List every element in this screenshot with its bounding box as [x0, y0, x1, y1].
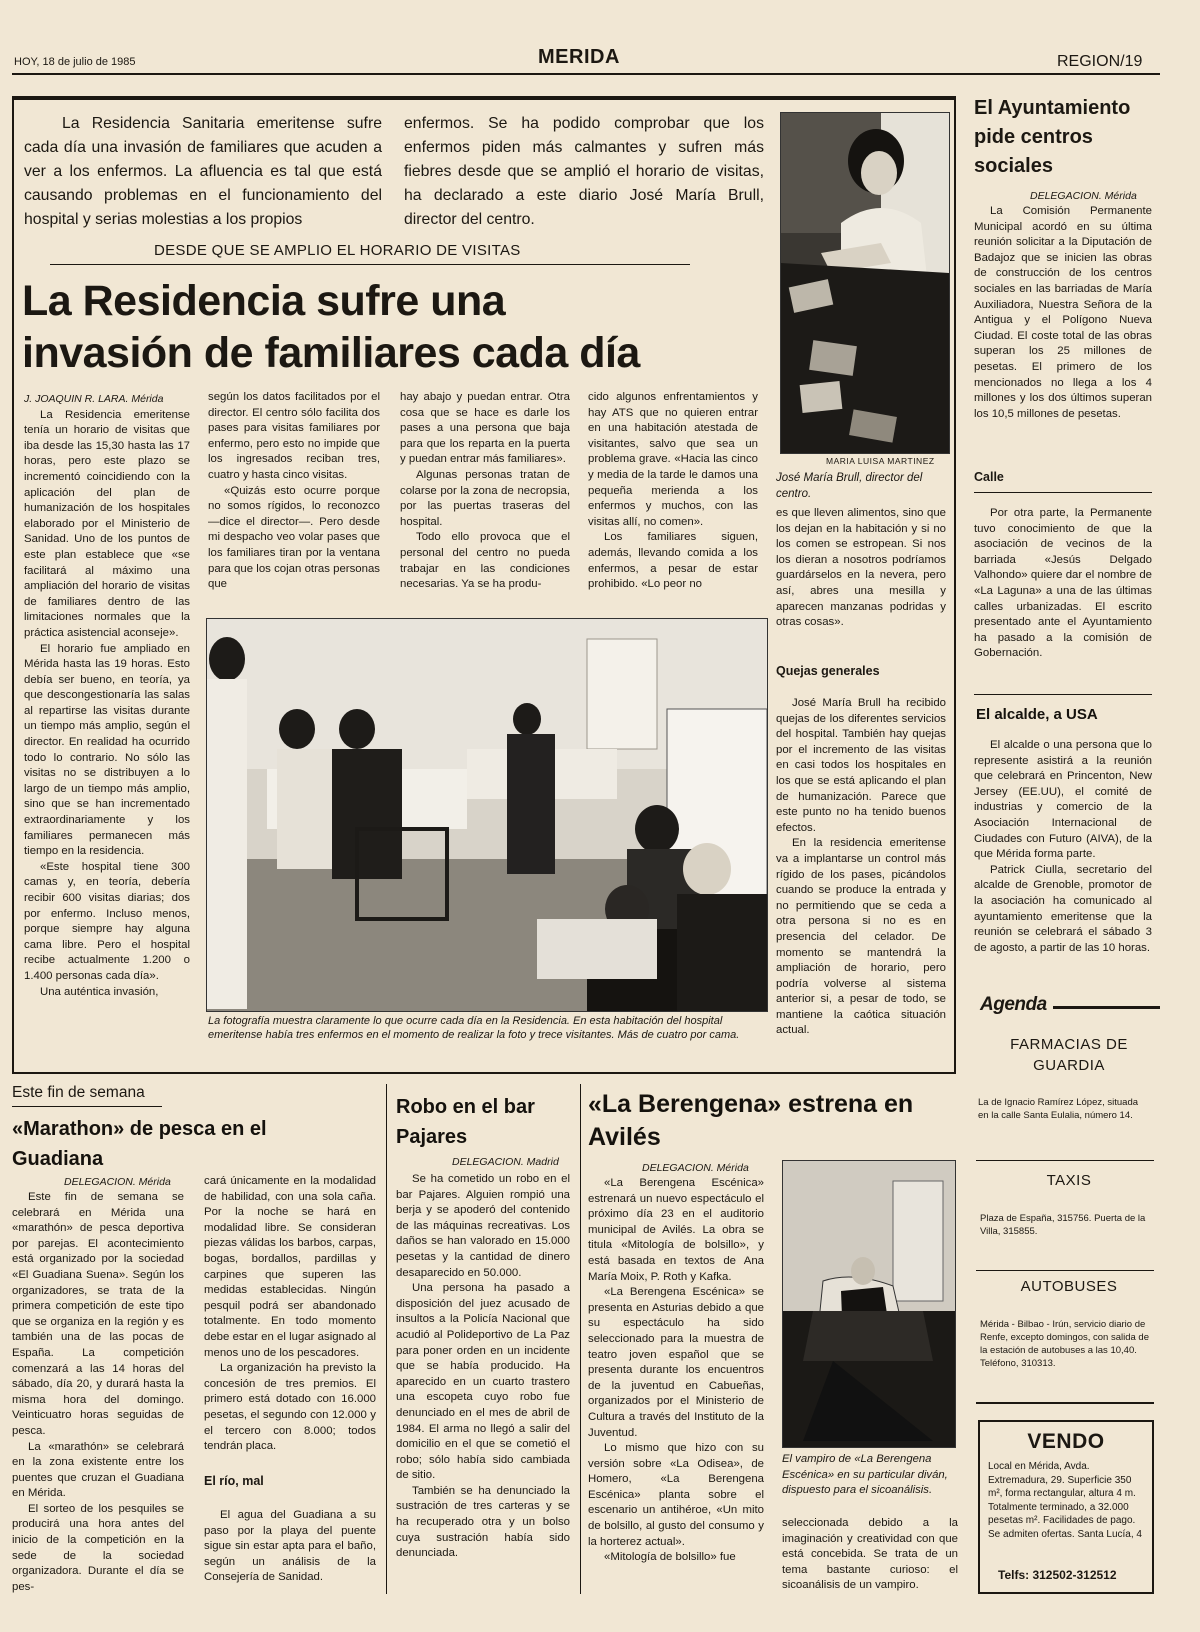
divider [974, 694, 1152, 695]
sidebar-p3 [974, 738, 1152, 956]
vampire-photo-caption: El vampiro de «La Berengena Escénica» en su particular diván, dispuesto para el sicoanálisis. [782, 1453, 948, 1496]
main-col-2 [208, 390, 380, 593]
main-col-5 [776, 506, 946, 631]
header-rule [12, 73, 1160, 75]
pesca-title: «Marathon» de pesca en el Guadiana [12, 1118, 267, 1170]
paragraph: Algunas personas tratan de colarse por la zona de necropsia, por las puertas traseras del hospital. [400, 468, 570, 528]
vampire-photo [782, 1160, 956, 1448]
issue-date: HOY, 18 de julio de 1985 [14, 56, 136, 68]
paragraph: Lo mismo que hizo con su versión sobre «La Odisea», de Homero, «La Berengena Escénica» planta sobre el escenario un antihéroe, «Un mito de bolsillo, al gusto del consumo y la horterez actual». [588, 1442, 764, 1548]
autobuses-title: AUTOBUSES [1020, 1278, 1118, 1295]
director-photo-illustration [781, 113, 949, 453]
director-photo-caption: José María Brull, director del centro. [776, 472, 923, 500]
paragraph: Se ha cometido un robo en el bar Pajares. Alguien rompió una berja y se apoderó del contenido de las máquinas recreativas. Los daños se han valorado en 15.000 pesetas y la cantidad de dinero desaparecido en 50.000. [396, 1173, 570, 1279]
paragraph: seleccionada debido a la imaginación y creatividad con que está concebida. Se trata de un tema bastante curioso: el sicoanálisis de un vampiro. [782, 1517, 958, 1592]
vendo-text: Local en Mérida, Avda. Extremadura, 29. Superficie 350 m², forma rectangular, altura 4 m. Totalmente terminado, a 32.000 pesetas m². Facilidades de pago. Se admiten ofertas. Santa Lucía, 4 [988, 1461, 1142, 1540]
agenda-label: Agenda [974, 994, 1053, 1016]
paragraph: El sorteo de los pesquiles se producirá una hora antes del inicio de la competición en la sede de la sociedad organizadora. Durante el día se pes- [12, 1502, 184, 1593]
sidebar-p1 [974, 204, 1152, 422]
paragraph: La organización ha previsto la concesión de tres premios. El primero está dotado con 16.000 pesetas, el segundo con 12.000 y el tercero con 8.000; todos tendrán placa. [204, 1362, 376, 1453]
divider [976, 1270, 1154, 1271]
paragraph: Una persona ha pasado a disposición del juez acusado de insultos a la Policía Nacional que acudió al Polideportivo de La Paz para poner orden en un incidente que se había producido. Ha aparecido en un cuarto trastero una escopeta cuyo robo fue denunciado en el mes de abril de 1984. El arma no llegó a salir del domicilio en el que se cometió el robo; sólo había sido cambiada de sitio. [396, 1282, 570, 1482]
paragraph: «Este hospital tiene 300 camas y, en teoría, debería recibir 600 visitas diarias; dos por enfermo. Incluso menos, porque siempre hay alguna cama libre. Pero el hospital recibe actualmente 1.200 o 1.400 personas cada día». [24, 860, 190, 982]
paragraph: hay abajo y puedan entrar. Otra cosa que se hace es darle los pases a una persona que baja para que los reparta en la puerta y puedan entrar más familiares». [400, 391, 570, 466]
photo-credit: MARIA LUISA MARTINEZ [826, 456, 935, 466]
page-number: REGION/19 [1057, 53, 1143, 70]
kicker-rule [12, 1106, 162, 1107]
paragraph: cará únicamente en la modalidad de habilidad, con una sola caña. Por la noche se hará en modalidad libre. Se consideran piezas válidas los barbos, carpas, bogas, bordallos, pardillas y carpines que superen las medidas establecidas. Ningún pesquil podrá ser abandonado totalmente. En todo momento debe estar en el lugar asignado al menos uno de los pescadores. [204, 1175, 376, 1359]
robo-col [396, 1172, 570, 1562]
paragraph: Por otra parte, la Permanente tuvo conocimiento de que la asociación de vecinos de la barriada «Jesús Delgado Valhondo» quiere dar el nombre de «La Laguna» a una de las últimas calles urbanizadas. El escrito presentado ante el Ayuntamiento ha pasado a la comisión de Gobernación. [974, 507, 1152, 660]
berengena-title: «La Berengena» estrena en Avilés [588, 1090, 914, 1151]
main-col-4 [588, 390, 758, 593]
paragraph: José María Brull ha recibido quejas de los diferentes servicios del hospital. También hay quejas por el incremento de las visitas en casi todos los hospitales en los que se está aplicando el plan de humanización. Parece que este punto no ha tenido buenos efectos. [776, 697, 946, 834]
paragraph: Todo ello provoca que el personal del centro no pueda trabajar en las condiciones necesarias. Ya se ha produ- [400, 531, 570, 591]
sidebar-byline: DELEGACION. Mérida [1030, 190, 1137, 202]
paragraph: «Quizás esto ocurre porque no somos rígidos, lo reconozco —dice el director—. Pero desde mi despacho veo volar pases que los familiares tiran por la ventana para que los cojan otras personas que [208, 484, 380, 591]
paragraph: «La Berengena Escénica» estrenará un nuevo espectáculo el próximo día 23 en el auditorio municipal de Avilés. La obra se titula «Mitología de bolsillo», y está basada en textos de Ana María Moix, P. Roth y Kafka. [588, 1177, 764, 1283]
paragraph: También se ha denunciado la sustración de tres carteras y se ha recuperado otra y un bolso cuya sustración había sido denunciada. [396, 1484, 570, 1560]
paragraph: La Comisión Permanente Municipal acordó en su última reunión solicitar a la Diputación de Badajoz que se inicien las obras de construcción de los centros sociales en las barriadas de María Auxiliadora, Nuestra Señora de la Antigua y el Polígono Nueva Ciudad. El coste total de las obras superan los 25 millones de pesetas. El primero de los mencionados no llega a los 4 millones y los dos últimos superan los 10,5 millones de pesetas. [974, 205, 1152, 420]
paragraph: Este fin de semana se celebrará en Mérida una «marathón» de pesca deportiva por parejas. El acontecimiento está organizado por la sociedad «El Guadiana Suena». Según los organizadores, se trata de la primera competición de este tipo que se organiza en la región y es también una de las pocas de España. La competición comenzará a las 14 horas del sábado, día 20, y durará hasta la misma hora del domingo. Veinticuatro horas seguidas de pesca. [12, 1191, 184, 1437]
paragraph: En la residencia emeritense va a implantarse un control más rígido de los pases, picándolos cuando se produce la entrada y no permitiendo que se ceda a otra persona si no es en presencia del celador. De momento se mantendrá la ampliación de horario, pero podría volverse al sistema anterior si, a pesar de todo, se mantiene la caótica situación actual. [776, 837, 946, 1037]
sidebar-title-2: El alcalde, a USA [976, 706, 1098, 723]
paragraph: Los familiares siguen, además, llevando comida a los enfermos, a pesar de estar prohibido. «Lo peor no [588, 531, 758, 591]
kicker: DESDE QUE SE AMPLIO EL HORARIO DE VISITAS [154, 242, 521, 259]
sidebar-title: El Ayuntamiento pide centros sociales [974, 97, 1131, 177]
paragraph: cido algunos enfrentamientos y hay ATS que no quieren entrar en una habitación atestada de visitantes, salvo que sea un problema grave. «Hacia las cinco y media de la tarde le damos una pequeña merienda a los enfermos y muchos, con las visitas allí, no comen». [588, 391, 758, 528]
divider [974, 492, 1152, 493]
kicker-rule [50, 264, 690, 265]
headline-line-2: invasión de familiares cada día [22, 329, 640, 377]
paragraph: Una auténtica invasión, [40, 985, 159, 998]
taxis-text: Plaza de España, 315756. Puerta de la Villa, 315855. [980, 1213, 1146, 1237]
intro-left: La Residencia Sanitaria emeritense sufre cada día una invasión de familiares que acuden a ver a los enfermos. La afluencia es tal que está causando problemas en el funcionamiento del hospital y serias molestias a los propios [24, 115, 382, 228]
vendo-title: VENDO [1027, 1430, 1105, 1453]
paragraph: El agua del Guadiana a su paso por la playa del puente sigue sin estar apta para el baño, según un análisis de la Consejería de Sanidad. [204, 1509, 376, 1584]
farmacias-text: La de Ignacio Ramírez López, situada en la calle Santa Eulalia, número 14. [978, 1097, 1139, 1121]
paragraph: «Mitología de bolsillo» fue [604, 1551, 736, 1564]
ward-photo-illustration [207, 619, 767, 1011]
ward-photo-caption: La fotografía muestra claramente lo que ocurre cada día en la Residencia. En esta habitación del hospital emeritense había tres enfermos en el momento de realizar la foto y trece visitantes. Más de cuatro por cama. [208, 1015, 740, 1041]
robo-title: Robo en el bar Pajares [396, 1096, 535, 1148]
pesca-kicker: Este fin de semana [12, 1084, 145, 1101]
berengena-col-2 [782, 1516, 958, 1594]
farmacias-title: FARMACIAS DE GUARDIA [1010, 1036, 1128, 1074]
ward-photo [206, 618, 768, 1012]
director-photo [780, 112, 950, 454]
sidebar-subhead-calle: Calle [974, 470, 1004, 484]
sidebar-p2 [974, 506, 1152, 662]
pesca-col-2 [204, 1174, 376, 1455]
divider [976, 1402, 1154, 1404]
intro-right: enfermos. Se ha podido comprobar que los enfermos piden más calmantes y sufren más fiebres desde que se amplió el horario de visitas, ha declarado a este diario José María Brull, director del centro. [404, 115, 764, 228]
vampire-photo-illustration [783, 1161, 955, 1447]
paragraph: Patrick Ciulla, secretario del alcalde de Grenoble, promotor de la asociación ha comunicado al ayuntamiento emeritense que la reunión se celebrará el sábado 3 de agosto, a partir de las 10 horas. [974, 863, 1152, 954]
berengena-col-1 [588, 1176, 764, 1566]
paragraph: es que lleven alimentos, sino que los dejan en la habitación y si no los comen se estropean. Si nos los dieran a nosotros podríamos guardárselos en la nevera, pero así, abres una mesilla y aparecen manzanas podridas y otras cosas». [776, 507, 946, 629]
pesca-subhead: El río, mal [204, 1474, 264, 1488]
paragraph: «La Berengena Escénica» se presenta en Asturias debido a que su espectáculo ha sido seleccionado para la muestra de teatro joven español que se presenta durante los encuentros de la juventud en Cabueñas, organizados por el Ministerio de Cultura a través del Instituto de la Juventud. [588, 1286, 764, 1439]
vendo-phone: Telfs: 312502-312512 [998, 1568, 1117, 1582]
byline: J. JOAQUIN R. LARA. Mérida [24, 393, 164, 405]
pesca-col-1 [12, 1190, 184, 1595]
column-rule [386, 1084, 387, 1594]
main-col-5b [776, 696, 946, 1039]
paragraph: El horario fue ampliado en Mérida hasta las 19 horas. Esto debía ser bueno, en teoría, ya que descongestionaría las salas al repartirse las visitas durante un tiempo más amplio, según el director. En realidad ha ocurrido todo lo contrario. No sólo las visitas no se distribuyen a lo largo de un tiempo más amplio, sino que se han incrementado extraordinariamente y los familiares permanecen más tiempo en la residencia. [24, 642, 190, 858]
robo-byline: DELEGACION. Madrid [452, 1156, 559, 1168]
pesca-col-2b [204, 1508, 376, 1586]
main-col-1 [24, 392, 190, 1000]
pesca-byline: DELEGACION. Mérida [64, 1176, 171, 1188]
column-rule [580, 1084, 581, 1594]
paragraph: El alcalde o una persona que lo represente asistirá a la reunión que celebrará en Princenton, New Jersey (EE.UU), el comité de industrias y comercio de la Asociación Internacional de Ciudades con Futuro (AIVA), de la que Mérida forma parte. [974, 739, 1152, 861]
paragraph: según los datos facilitados por el director. El centro sólo facilita dos pases para visitas familiares por enfermo, pero esto no impide que los ingresados reciban tres, cuatro y hasta cinco visitas. [208, 391, 380, 481]
paragraph: La «marathón» se celebrará en la zona existente entre los puentes que cruzan el Guadiana en Mérida. [12, 1440, 184, 1500]
autobuses-text: Mérida - Bilbao - Irún, servicio diario de Renfe, excepto domingos, con salida de la estación de autobuses a las 10,40. Teléfono, 310313. [980, 1319, 1149, 1369]
main-col-3 [400, 390, 570, 593]
divider [976, 1160, 1154, 1161]
paragraph: La Residencia emeritense tenía un horario de visitas que iba desde las 15,30 hasta las 17 horas, pero este plazo se incrementó coincidiendo con la aplicación del plan de humanización de los hospitales elaborado por el Ministerio de Sanidad. Uno de los puntos de este plan establece que «se facilitará al máximo una ampliación del horario de visitas de familiares dentro de las limitaciones normales que la práctica asistencial aconseje». [24, 408, 190, 639]
section-title: MERIDA [538, 46, 620, 68]
subhead-quejas: Quejas generales [776, 664, 880, 678]
headline-line-1: La Residencia sufre una [22, 277, 506, 325]
berengena-byline: DELEGACION. Mérida [642, 1162, 749, 1174]
taxis-title: TAXIS [1046, 1172, 1092, 1189]
